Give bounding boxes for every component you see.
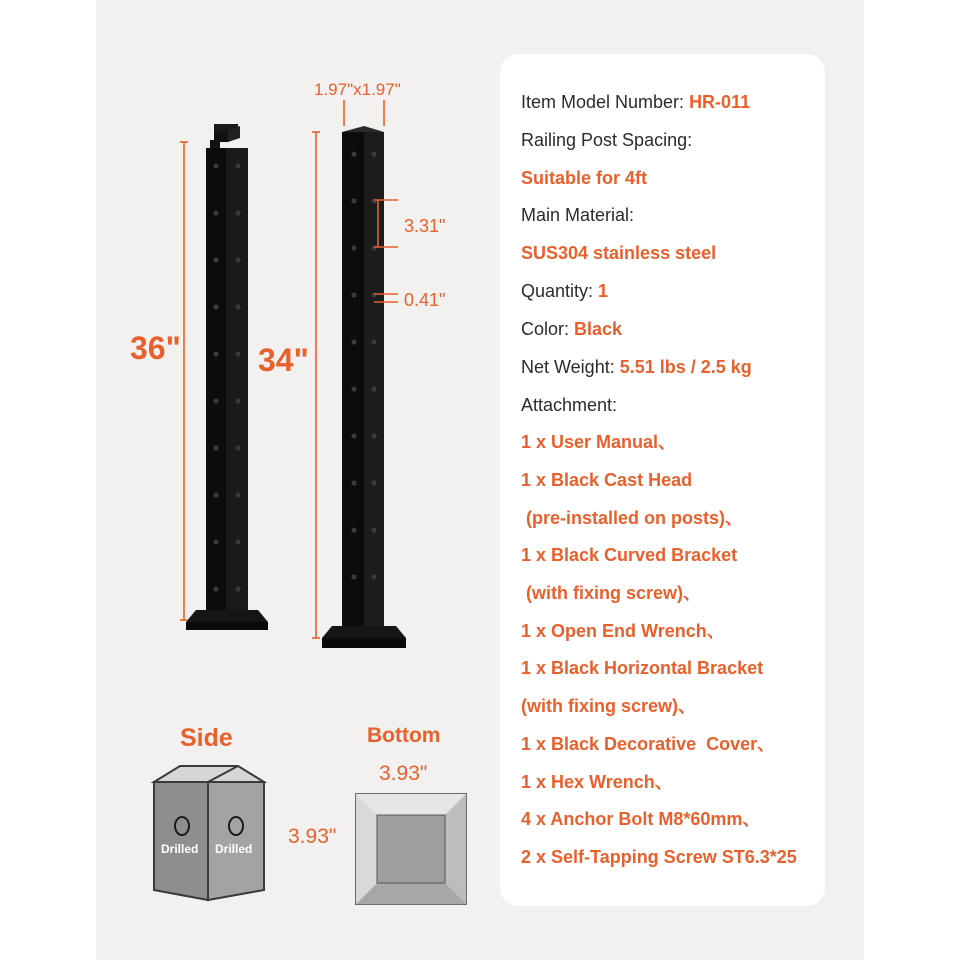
post-plain [322, 126, 406, 648]
post-hole [371, 292, 376, 297]
post-hole [235, 351, 240, 356]
post-hole [371, 433, 376, 438]
post-hole [213, 586, 218, 591]
attachment-item: 1 x User Manual、 [521, 432, 677, 452]
attachment-item: (with fixing screw)、 [521, 696, 697, 716]
post-hole [235, 492, 240, 497]
attachment-item: 1 x Black Decorative Cover、 [521, 734, 776, 754]
quantity-value: 1 [598, 281, 609, 301]
drilled-label-right: Drilled [215, 842, 253, 856]
post-hole [371, 245, 376, 250]
post-hole [371, 574, 376, 579]
attachment-item: (with fixing screw)、 [521, 583, 702, 603]
post-hole [371, 527, 376, 532]
post-hole [351, 433, 356, 438]
post-hole [213, 210, 218, 215]
attachment-item: 4 x Anchor Bolt M8*60mm、 [521, 809, 761, 829]
post-hole [235, 163, 240, 168]
post-hole [351, 245, 356, 250]
color-label: Color: [521, 319, 575, 339]
post-hole [351, 480, 356, 485]
weight-value: 5.51 lbs / 2.5 kg [619, 357, 752, 377]
attachment-item: 1 x Black Horizontal Bracket [521, 658, 764, 678]
post-hole [235, 445, 240, 450]
post-hole [371, 480, 376, 485]
post-hole [213, 257, 218, 262]
attachment-item: (pre-installed on posts)、 [521, 508, 744, 528]
post-hole [351, 198, 356, 203]
post-hole [235, 539, 240, 544]
quantity-label: Quantity: [521, 281, 599, 301]
post-hole [371, 339, 376, 344]
attachment-item: 1 x Black Curved Bracket [521, 545, 738, 565]
post-hole [351, 574, 356, 579]
post-hole [351, 339, 356, 344]
attachment-item: 1 x Hex Wrench、 [521, 772, 673, 792]
post-height-label: 34" [258, 342, 309, 378]
side-view-diagram [148, 760, 288, 910]
post-hole [235, 257, 240, 262]
post-hole [213, 445, 218, 450]
post-hole [213, 351, 218, 356]
hole-spacing-label: 3.31" [404, 216, 446, 236]
post-hole [235, 304, 240, 309]
post-hole [213, 539, 218, 544]
attachment-item: 2 x Self-Tapping Screw ST6.3*25 [521, 847, 797, 867]
side-view-title: Side [180, 724, 233, 752]
spec-material-value: SUS304 stainless steel [521, 243, 717, 263]
attachment-item: 1 x Open End Wrench、 [521, 621, 725, 641]
attachment-item: 1 x Black Cast Head [521, 470, 693, 490]
post-hole [235, 210, 240, 215]
spec-attachment-label: Attachment: [521, 395, 618, 415]
spec-material-label: Main Material: [521, 205, 635, 225]
hole-diameter-label: 0.41" [404, 290, 446, 310]
top-size-label: 1.97"x1.97" [314, 80, 401, 99]
post-hole [351, 292, 356, 297]
post-hole [235, 398, 240, 403]
post-hole [371, 386, 376, 391]
post-hole [213, 492, 218, 497]
post-hole [371, 151, 376, 156]
spec-color [521, 319, 622, 339]
spec-model [521, 92, 750, 112]
base-width-label: 3.93" [379, 762, 428, 785]
bottom-view-title: Bottom [367, 724, 441, 747]
color-value: Black [574, 319, 623, 339]
post-with-head [186, 124, 268, 630]
post-hole [235, 586, 240, 591]
drilled-label-left: Drilled [161, 842, 199, 856]
post-hole [213, 304, 218, 309]
post-hole [213, 163, 218, 168]
model-value: HR-011 [689, 92, 751, 112]
spec-weight [521, 357, 752, 377]
weight-label: Net Weight: [521, 357, 620, 377]
spec-spacing-value: Suitable for 4ft [521, 168, 648, 188]
bottom-view-diagram [355, 793, 467, 905]
post-hole [351, 527, 356, 532]
post-hole [351, 386, 356, 391]
model-label: Item Model Number: [521, 92, 690, 112]
total-height-label: 36" [130, 330, 181, 366]
post-hole [371, 198, 376, 203]
base-height-label: 3.93" [288, 825, 337, 848]
spec-quantity [521, 281, 608, 301]
post-hole [351, 151, 356, 156]
spec-spacing-label: Railing Post Spacing: [521, 130, 693, 150]
post-hole [213, 398, 218, 403]
